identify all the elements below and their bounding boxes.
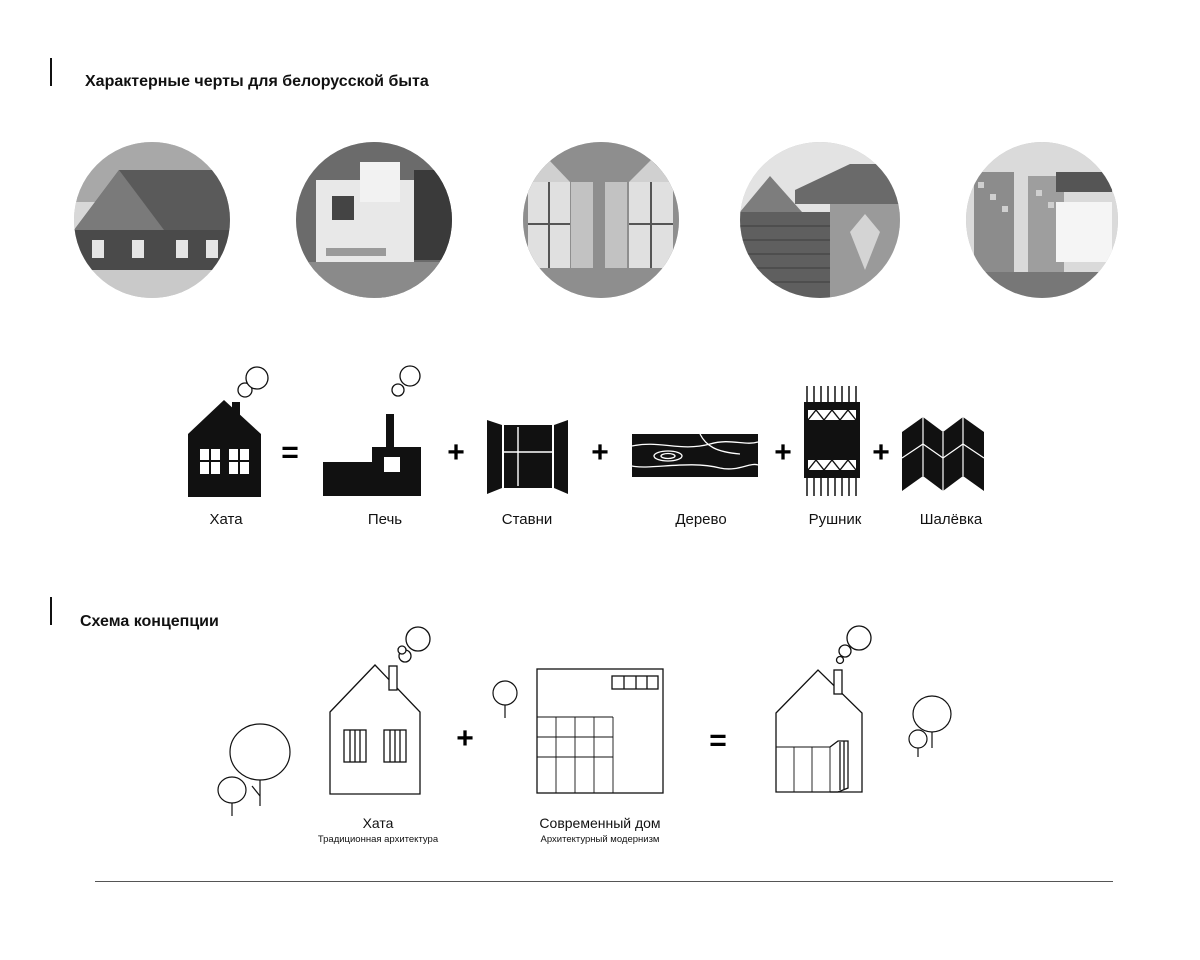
scheme-hata-title: Хата xyxy=(362,815,394,831)
operator: + xyxy=(774,436,792,469)
scheme-label-hata xyxy=(268,815,488,845)
section-title-features: Характерные черты для белорусской быта xyxy=(85,73,429,90)
section-title-concept: Схема концепции xyxy=(80,613,219,630)
label-shalevka: Шалёвка xyxy=(919,511,983,528)
label-hata: Хата xyxy=(209,511,243,528)
label-rushnik: Рушник xyxy=(808,511,862,528)
result-house-icon xyxy=(776,626,871,792)
tree-icon xyxy=(218,724,290,816)
tree-icon xyxy=(909,696,951,757)
operator: = xyxy=(709,724,727,757)
label-derevo: Дерево xyxy=(675,511,727,528)
label-stavni: Ставни xyxy=(501,511,553,528)
operator: + xyxy=(591,436,609,469)
modern-house-icon xyxy=(537,669,663,793)
tree-icon xyxy=(493,681,517,718)
hata-outline-icon xyxy=(330,627,430,794)
operator: + xyxy=(447,436,465,469)
label-pech: Печь xyxy=(367,511,403,528)
scheme-label-modern xyxy=(490,815,710,845)
scheme-modern-title: Современный дом xyxy=(539,815,661,831)
operator: + xyxy=(872,436,890,469)
divider xyxy=(95,881,1113,882)
scheme-hata-subtitle: Традиционная архитектура xyxy=(317,834,439,845)
scheme-modern-subtitle: Архитектурный модернизм xyxy=(540,834,660,845)
operator: = xyxy=(281,436,299,469)
operator: + xyxy=(456,722,474,755)
